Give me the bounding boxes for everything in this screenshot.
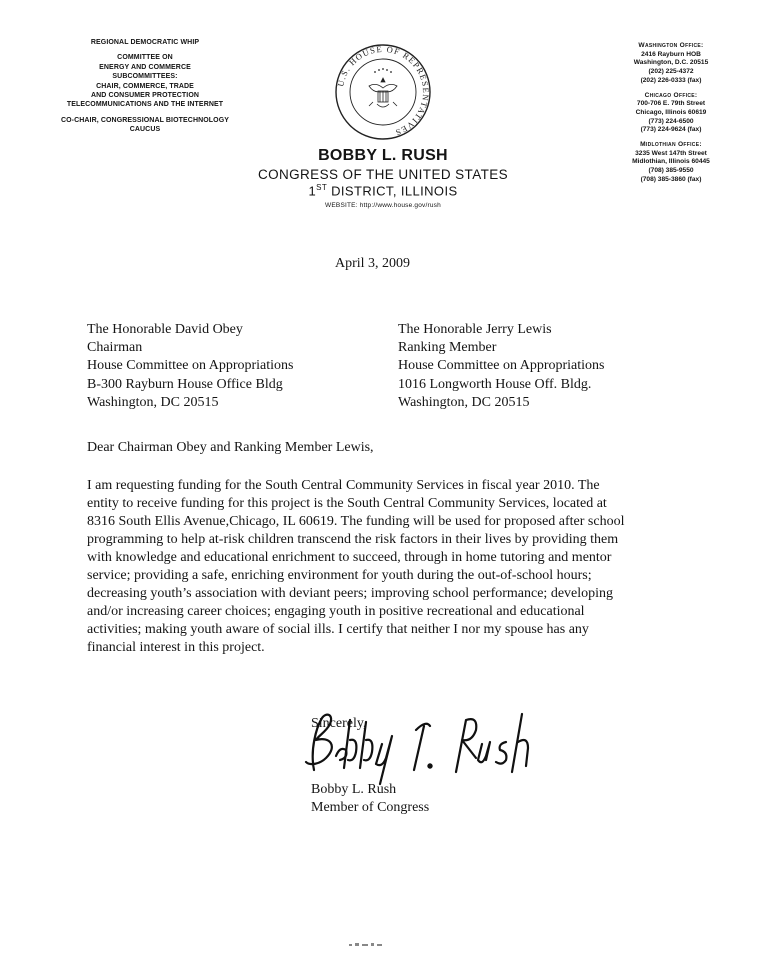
office-line: (773) 224-6500 bbox=[648, 117, 694, 125]
recipient-address-right bbox=[398, 321, 604, 412]
recipient-right-line: Washington, DC 20515 bbox=[398, 394, 530, 410]
signer-block bbox=[311, 781, 429, 817]
committee-info-block bbox=[20, 38, 270, 135]
office-line: (708) 385-3860 (fax) bbox=[640, 175, 702, 183]
salutation: Dear Chairman Obey and Ranking Member Lewis, bbox=[87, 440, 374, 455]
recipient-left-line: B-300 Rayburn House Office Bldg bbox=[87, 376, 283, 392]
committee-line: AND CONSUMER PROTECTION bbox=[90, 92, 200, 100]
committee-line: CO-CHAIR, CONGRESSIONAL BIOTECHNOLOGY bbox=[60, 116, 230, 124]
body-paragraph bbox=[87, 477, 727, 657]
office-line: (708) 385-9550 bbox=[648, 167, 694, 175]
committee-line: COMMITTEE ON bbox=[117, 54, 173, 62]
recipient-address-left bbox=[87, 321, 293, 412]
committee-line: REGIONAL DEMOCRATIC WHIP bbox=[90, 39, 200, 46]
office-line: 3235 West 147th Street bbox=[635, 149, 707, 157]
office-block bbox=[596, 92, 746, 136]
recipient-right-line: Ranking Member bbox=[398, 340, 497, 356]
office-heading: Midlothian Office: bbox=[640, 141, 702, 149]
office-line: 2416 Rayburn HOB bbox=[641, 50, 701, 58]
member-name: BOBBY L. RUSH bbox=[318, 147, 448, 164]
body-line: entity to receive funding for this project is the South Central Community Services, located at bbox=[87, 496, 607, 511]
closing: Sincerely, bbox=[311, 716, 367, 731]
signer-title: Member of Congress bbox=[311, 800, 430, 815]
body-line: with knowledge and educational enrichment to succeed, through in home tutoring and mentor bbox=[87, 550, 612, 565]
body-line: and/or increasing career choices; engaging youth in positive recreational and educational bbox=[87, 604, 585, 619]
recipient-left-line: House Committee on Appropriations bbox=[87, 358, 294, 374]
committee-line: SUBCOMMITTEES: bbox=[112, 73, 178, 81]
office-addresses bbox=[596, 42, 746, 191]
handwritten-signature-icon bbox=[296, 700, 556, 790]
body-line: activities; making youth aware of social ills. I certify that neither I nor my spouse has any bbox=[87, 622, 589, 637]
office-line: Chicago, Illinois 60619 bbox=[635, 108, 707, 116]
office-heading: Chicago Office: bbox=[644, 91, 698, 99]
office-line: (202) 225-4372 bbox=[648, 68, 694, 76]
house-seal-icon bbox=[333, 42, 433, 142]
committee-line: CHAIR, COMMERCE, TRADE bbox=[96, 82, 194, 90]
congress-title: CONGRESS OF THE UNITED STATES bbox=[257, 167, 509, 182]
recipient-left-line: Chairman bbox=[87, 340, 143, 356]
website-link[interactable]: WEBSITE: http://www.house.gov/rush bbox=[325, 202, 441, 209]
office-line: (202) 226-0333 (fax) bbox=[640, 76, 702, 84]
office-block bbox=[596, 141, 746, 185]
office-line: (773) 224-9624 (fax) bbox=[640, 126, 702, 134]
body-line: service; providing a safe, enriching environment for youth during the out-of-school hours; bbox=[87, 568, 592, 583]
letter-date: April 3, 2009 bbox=[335, 256, 411, 271]
recipient-right-line: House Committee on Appropriations bbox=[398, 358, 605, 374]
office-heading: Washington Office: bbox=[638, 42, 704, 49]
body-line: financial interest in this project. bbox=[87, 640, 265, 655]
svg-text:U.S. HOUSE OF REPRESENTATIVES: U.S. HOUSE OF REPRESENTATIVES bbox=[335, 43, 432, 139]
body-line: I am requesting funding for the South Central Community Services in fiscal year 2010. The bbox=[87, 478, 600, 493]
office-line: Midlothian, Illinois 60445 bbox=[632, 158, 710, 166]
committee-line: TELECOMMUNICATIONS AND THE INTERNET bbox=[66, 101, 224, 109]
committee-line: CAUCUS bbox=[129, 126, 161, 134]
body-line: 8316 South Ellis Avenue,Chicago, IL 60619. The funding will be used for proposed after school bbox=[87, 514, 625, 529]
signer-name: Bobby L. Rush bbox=[311, 782, 397, 797]
body-line: decreasing youth’s association with deviant peers; improving school performance; developing bbox=[87, 586, 614, 601]
recipient-left-line: The Honorable David Obey bbox=[87, 322, 243, 337]
body-line: programming to help at-risk children transcend the risk factors in their lives by providing them bbox=[87, 532, 619, 547]
district-title: 1ST DISTRICT, ILLINOIS bbox=[308, 183, 458, 199]
recipient-left-line: Washington, DC 20515 bbox=[87, 394, 219, 410]
recipient-right-line: The Honorable Jerry Lewis bbox=[398, 322, 552, 337]
recipient-right-line: 1016 Longworth House Off. Bldg. bbox=[398, 376, 592, 392]
footer-mark-icon bbox=[343, 940, 393, 950]
committee-line: ENERGY AND COMMERCE bbox=[99, 63, 191, 71]
office-block bbox=[596, 42, 746, 86]
office-line: 700-706 E. 79th Street bbox=[636, 100, 706, 108]
office-line: Washington, D.C. 20515 bbox=[633, 59, 709, 67]
